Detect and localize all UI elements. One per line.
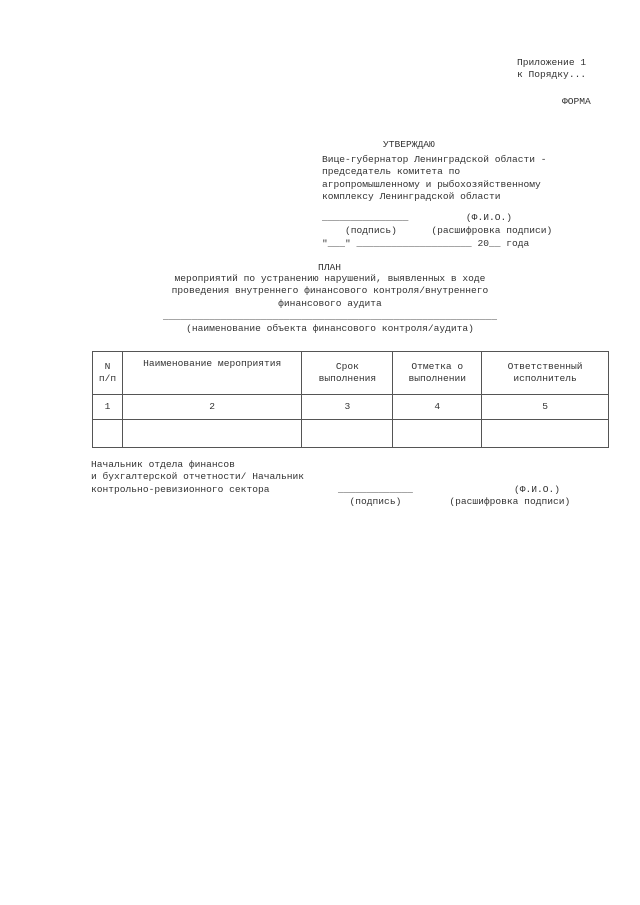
object-name-caption: (наименование объекта финансового контроля/аудита) — [186, 323, 474, 334]
appendix-number: Приложение 1 — [517, 57, 587, 68]
approver-signature-caption: (подпись) (расшифровка подписи) — [322, 225, 553, 236]
approver-line-4: комплексу Ленинградской области — [322, 191, 501, 203]
column-number-2: 2 — [122, 395, 302, 420]
signatory-caption-fio: (расшифровка подписи) — [449, 496, 571, 507]
approver-line-3: агропромышленному и рыбохозяйственному — [322, 178, 541, 190]
header-number: N п/п — [93, 352, 123, 395]
table-row — [93, 395, 609, 420]
header-completion-mark: Отметка о выполнении — [393, 352, 482, 395]
table-header-row — [93, 352, 609, 395]
header-deadline: Срок выполнения — [302, 352, 393, 395]
appendix-header — [517, 57, 586, 82]
signatory-role-line-3: контрольно-ревизионного сектора — [91, 483, 270, 495]
header-action-name: Наименование мероприятия — [122, 352, 302, 395]
approval-date-line: "___" ____________________ 20__ года — [322, 238, 530, 249]
table-row — [93, 420, 609, 448]
plan-desc-line-1: мероприятий по устранению нарушений, выявленных в ходе — [174, 273, 486, 284]
table-cell — [393, 420, 482, 448]
plan-desc-line-3: финансового аудита — [278, 297, 382, 309]
column-number-4: 4 — [393, 395, 482, 420]
table-cell — [122, 420, 302, 448]
table-cell — [482, 420, 609, 448]
table-cell — [93, 420, 123, 448]
approver-line-2: председатель комитета по — [322, 166, 461, 178]
approve-title: УТВЕРЖДАЮ — [383, 139, 435, 150]
header-responsible: Ответственный исполнитель — [482, 352, 609, 395]
plan-title: ПЛАН — [318, 262, 342, 273]
table-cell — [302, 420, 393, 448]
approver-position — [322, 154, 547, 204]
approver-line-1: Вице-губернатор Ленинградской области - — [322, 154, 547, 165]
signatory-role — [91, 459, 304, 496]
plan-table — [92, 351, 609, 448]
signatory-role-line-1: Начальник отдела финансов — [91, 459, 235, 470]
signatory-caption — [338, 496, 570, 508]
approver-signature-line: _______________ (Ф.И.О.) — [322, 212, 512, 223]
signatory-role-line-2: и бухгалтерской отчетности/ Начальник — [91, 471, 305, 483]
column-number-3: 3 — [302, 395, 393, 420]
plan-desc-line-2: проведения внутреннего финансового контроля/внутреннего — [171, 285, 489, 297]
signatory-caption-sign: (подпись) — [338, 496, 402, 507]
signatory-fio: (Ф.И.О.) — [514, 484, 561, 495]
signatory-signature-line: _____________ — [338, 484, 413, 495]
appendix-order-ref: к Порядку... — [517, 69, 587, 81]
form-label: ФОРМА — [562, 96, 591, 107]
object-name-line: __________________________________________________________ — [163, 311, 497, 322]
column-number-5: 5 — [482, 395, 609, 420]
plan-description — [100, 273, 560, 310]
column-number-1: 1 — [93, 395, 123, 420]
